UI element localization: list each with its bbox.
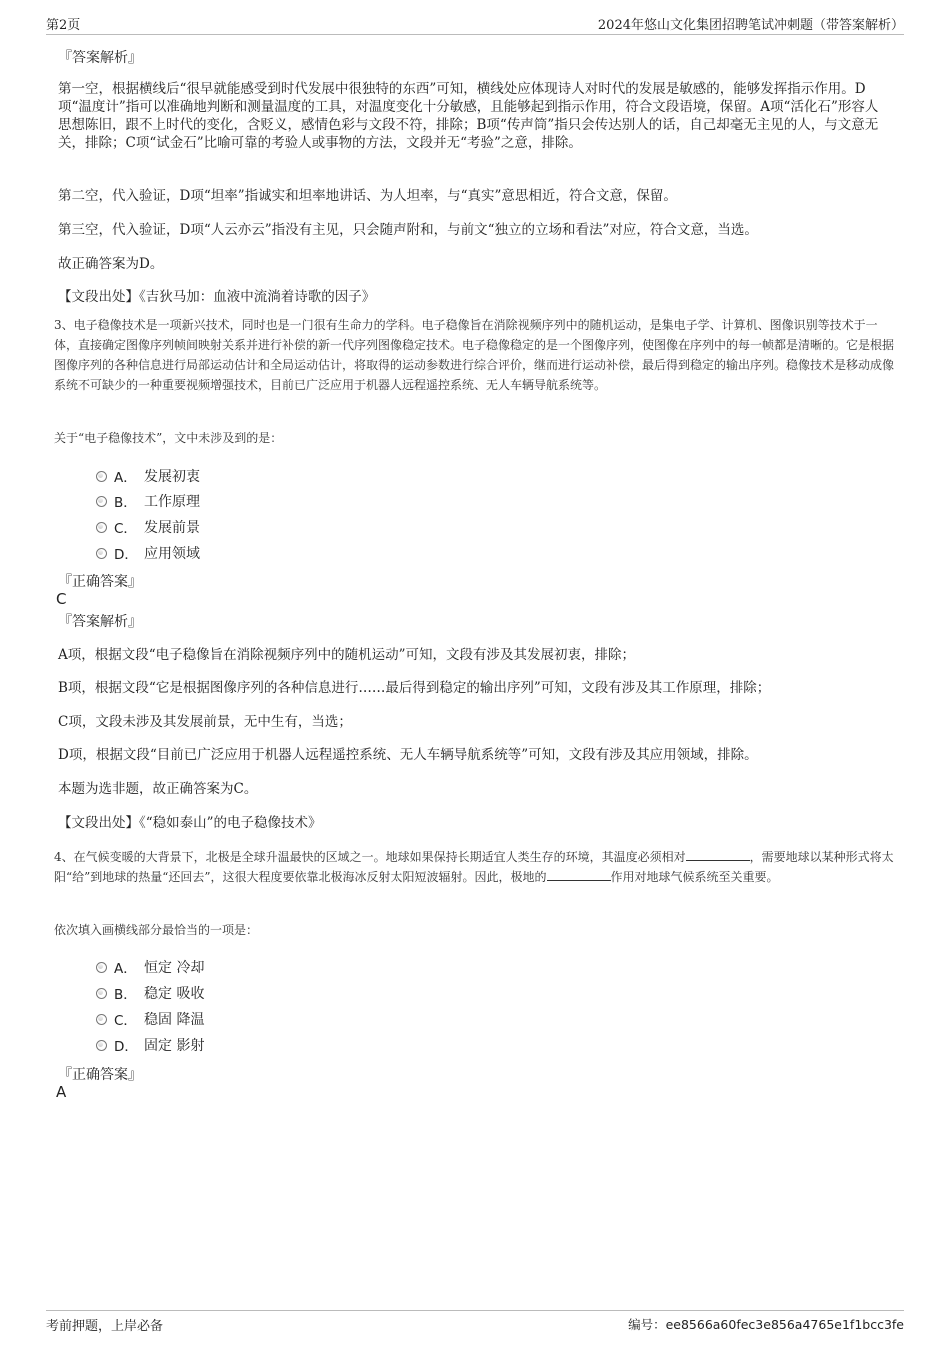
- q3-analysis-b: B项，根据文段“它是根据图像序列的各种信息进行……最后得到稳定的输出序列”可知，文段有涉及其工作原理，排除；: [58, 680, 771, 696]
- q4-stem: 4、在气候变暖的大背景下，北极是全球升温最快的区域之一。地球如果保持长期适宜人类生存的环境，其温度必须相对 ，需要地球以某种形式将太阳“给”到地球的热量“还回去”，这很大程度要依靠北极海冰反射太阳短波辐射。因此，极地的 作用对地球气候系统至关重要。: [54, 850, 894, 884]
- q2-source: 【文段出处】《吉狄马加：血液中流淌着诗歌的因子》: [58, 289, 376, 305]
- q4-answer-label: 『正确答案』: [58, 1067, 142, 1083]
- q3-stem: 3、电子稳像技术是一项新兴技术，同时也是一门很有生命力的学科。电子稳像旨在消除视频序列中的随机运动，是集电子学、计算机、图像识别等技术于一体，直接确定图像序列帧间映射关系并进行补偿的新一代序列图像稳定技术。电子稳像稳定的是一个图像序列，使图像在序列中的每一帧都是清晰的。它是根据图像序列的各种信息进行局部运动估计和全局运动估计，将取得的运动参数进行综合评价，继而进行运动补偿，最后得到稳定的输出序列。稳像技术是移动成像系统不可缺少的一种重要视频增强技术，目前已广泛应用于机器人远程遥控系统、无人车辆导航系统等。: [54, 318, 895, 392]
- q3-analysis-c: C项，文段未涉及其发展前景，无中生有，当选；: [58, 714, 352, 730]
- page-number: 第2页: [46, 18, 81, 33]
- q4-question: 依次填入画横线部分最恰当的一项是：: [54, 923, 259, 937]
- q2-analysis-p3: 第三空，代入验证，D项“人云亦云”指没有主见，只会随声附和，与前文“独立的立场和看法”对应，符合文意，当选。: [58, 222, 758, 238]
- page-header: [46, 14, 904, 35]
- radio-icon[interactable]: [96, 962, 107, 973]
- q2-analysis-p2: 第二空，代入验证，D项“坦率”指诚实和坦率地讲话、为人坦率，与“真实”意思相近，符合文意，保留。: [58, 188, 677, 204]
- q3-question: 关于“电子稳像技术”，文中未涉及到的是：: [54, 431, 283, 445]
- q3-source: 【文段出处】《“稳如泰山”的电子稳像技术》: [58, 815, 322, 831]
- radio-icon[interactable]: [96, 988, 107, 999]
- q2-analysis-p1: 第一空，根据横线后“很早就能感受到时代发展中很独特的东西”可知，横线处应体现诗人对时代的发展是敏感的，能够发挥指示作用。D项“温度计”指可以准确地判断和测量温度的工具，对温度变化十分敏感，且能够起到指示作用，符合文段语境，保留。A项“活化石”形容人思想陈旧，跟不上时代的变化，含贬义，感情色彩与文段不符，排除；B项“传声筒”指只会传达别人的话，自己却毫无主见的人，与文意无关，排除；C项“试金石”比喻可靠的考验人或事物的方法，文段并无“考验”之意，排除。: [58, 81, 879, 151]
- fill-blank-2: [547, 868, 611, 881]
- q3-analysis-label: 『答案解析』: [58, 614, 142, 630]
- footer-slogan: 考前押题，上岸必备: [46, 1319, 164, 1334]
- page-footer: [46, 1310, 904, 1333]
- q2-analysis-p4: 故正确答案为D。: [58, 256, 164, 272]
- q3-answer: C: [56, 590, 67, 608]
- document-title: 2024年悠山文化集团招聘笔试冲刺题（带答案解析）: [597, 18, 904, 33]
- q4-answer: A: [56, 1083, 67, 1101]
- radio-icon[interactable]: [96, 471, 107, 482]
- document-id: 编号：ee8566a60fec3e856a4765e1f1bcc3fe: [628, 1317, 904, 1332]
- fill-blank-1: [686, 848, 750, 861]
- q3-conclusion: 本题为选非题，故正确答案为C。: [58, 781, 258, 797]
- q3-analysis-d: D项，根据文段“目前已广泛应用于机器人远程遥控系统、无人车辆导航系统等”可知，文段有涉及其应用领域，排除。: [58, 747, 758, 763]
- radio-icon[interactable]: [96, 522, 107, 533]
- radio-icon[interactable]: [96, 496, 107, 507]
- radio-icon[interactable]: [96, 1040, 107, 1051]
- radio-icon[interactable]: [96, 1014, 107, 1025]
- q3-analysis-a: A项，根据文段“电子稳像旨在消除视频序列中的随机运动”可知，文段有涉及其发展初衷，排除；: [58, 647, 636, 663]
- radio-icon[interactable]: [96, 548, 107, 559]
- q2-analysis-label: 『答案解析』: [58, 50, 142, 66]
- q3-answer-label: 『正确答案』: [58, 574, 142, 590]
